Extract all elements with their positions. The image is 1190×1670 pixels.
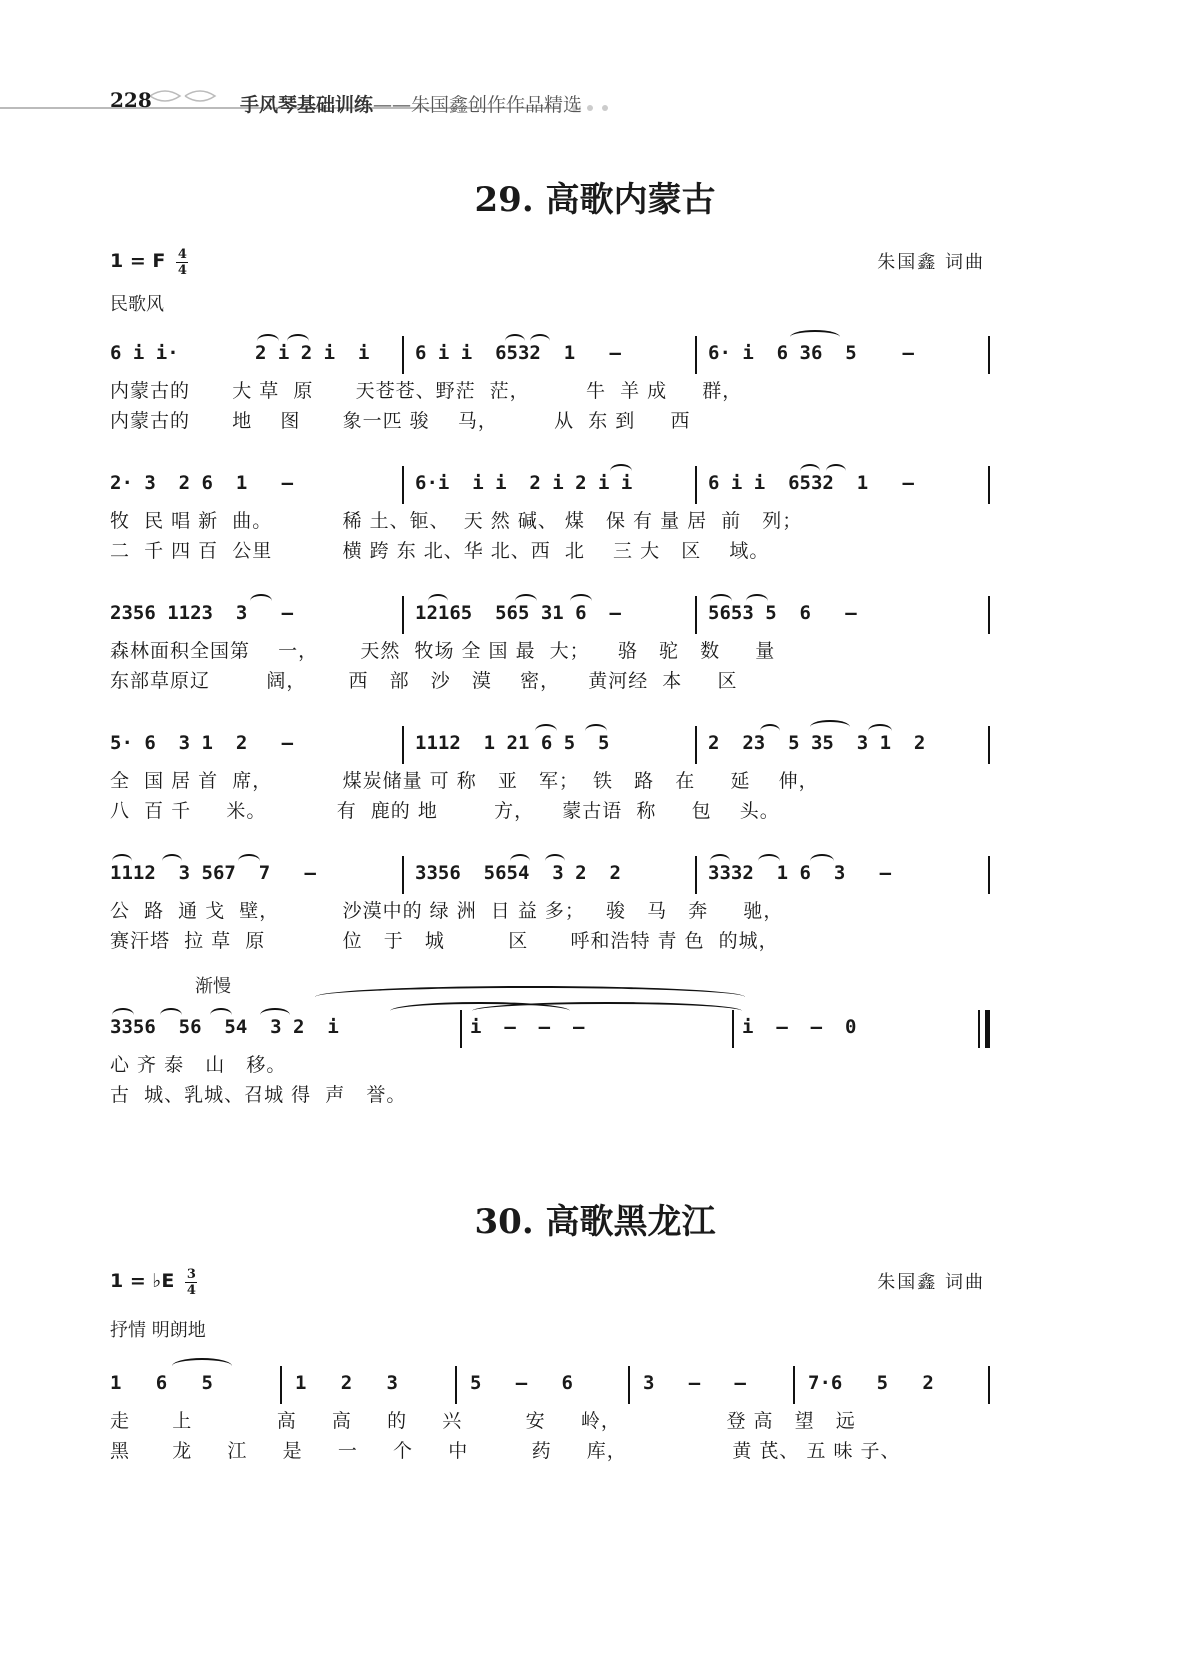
measure-notes: 2· 3 2 6 1 – (110, 472, 294, 494)
measure-notes: i – – – (470, 1016, 585, 1038)
measure-notes: 3356 56 54 3 2 i (110, 1016, 339, 1038)
time-signature (176, 248, 188, 277)
lyric-line-2: 古 城、乳城、召城 得 声 誉。 (110, 1084, 407, 1106)
lyric-line-2: 黑 龙 江 是 一 个 中 药 库， 黄 芪、 五 味 子、 (110, 1440, 901, 1462)
slur (287, 334, 309, 348)
slur (505, 334, 525, 348)
score-row (110, 732, 990, 852)
book-title (240, 90, 582, 117)
time-bottom: 4 (177, 263, 187, 278)
slur (250, 594, 272, 608)
measure-notes: 7·6 5 2 (808, 1372, 934, 1394)
measure-notes: 6 i i 6532 1 – (708, 472, 914, 494)
barline (695, 856, 697, 894)
slur (710, 854, 730, 868)
barline (695, 466, 697, 504)
measure-notes: 3356 5654 3 2 2 (415, 862, 621, 884)
time-bottom: 4 (186, 1283, 196, 1298)
tempo-marking: 抒情 明朗地 (110, 1320, 206, 1341)
barline (988, 466, 990, 504)
lyric-line-2: 八 百 千 米。 有 鹿的 地 方， 蒙古语 称 包 头。 (110, 800, 780, 822)
key-signature (110, 1268, 197, 1297)
score-row (110, 862, 990, 982)
measure-notes: 1 6 5 (110, 1372, 213, 1394)
key-label: 1 = ♭E (110, 1270, 175, 1292)
song-title: 29. 高歌内蒙古 (474, 180, 716, 220)
slur (257, 334, 279, 348)
slur (610, 464, 632, 478)
measure-notes: 5 – 6 (470, 1372, 573, 1394)
measure-notes: 2 23 5 35 3 1 2 (708, 732, 926, 754)
slur (172, 1358, 232, 1374)
slur (515, 594, 537, 608)
slur (428, 594, 448, 608)
slur (112, 854, 132, 868)
barline (988, 336, 990, 374)
barline (695, 336, 697, 374)
measure-notes: 2 i 2 i i (255, 342, 370, 364)
barline (628, 1366, 630, 1404)
lyric-line-1: 公 路 通 戈 壁， 沙漠中的 绿 洲 日 益 多； 骏 马 奔 驰， (110, 900, 784, 922)
barline (988, 726, 990, 764)
final-barline (978, 1010, 990, 1048)
tie-arc (472, 1002, 742, 1020)
lyric-line-1: 全 国 居 首 席， 煤炭储量 可 称 亚 军； 铁 路 在 延 伸， (110, 770, 819, 792)
direction-marking: 渐慢 (195, 976, 231, 997)
slur (810, 720, 850, 734)
slur (760, 724, 780, 738)
slur (790, 330, 840, 344)
score-row (110, 1016, 990, 1136)
barline (402, 336, 404, 374)
slur (826, 464, 846, 478)
slur (746, 594, 768, 608)
time-signature (185, 1268, 197, 1297)
score-row (110, 1372, 990, 1492)
lyric-line-1: 森林面积全国第 一， 天然 牧场 全 国 最 大； 骆 驼 数 量 (110, 640, 776, 662)
barline (988, 1366, 990, 1404)
barline (695, 596, 697, 634)
measure-notes: 3 – – (643, 1372, 746, 1394)
lyric-line-1: 心 齐 泰 山 移。 (110, 1054, 287, 1076)
book-subtitle: ——朱国鑫创作作品精选 (373, 94, 583, 116)
slur (710, 594, 732, 608)
book-title-main: 手风琴基础训练 (240, 94, 374, 116)
lyric-line-2: 赛汗塔 拉 草 原 位 于 城 区 呼和浩特 青 色 的城， (110, 930, 779, 952)
page-number: 228 (110, 88, 152, 112)
barline (455, 1366, 457, 1404)
time-top: 3 (186, 1267, 196, 1282)
measure-notes: 1112 1 21 6 5 5 (415, 732, 610, 754)
slur (210, 1008, 232, 1022)
measure-notes: 5653 5 6 – (708, 602, 857, 624)
lyric-line-2: 二 千 四 百 公里 横 跨 东 北、华 北、西 北 三 大 区 域。 (110, 540, 770, 562)
slur (868, 724, 892, 738)
slur (260, 1008, 290, 1022)
barline (402, 726, 404, 764)
lyric-line-2: 内蒙古的 地 图 象一匹 骏 马， 从 东 到 西 (110, 410, 691, 432)
slur (160, 1008, 182, 1022)
slur (530, 334, 550, 348)
slur (570, 594, 592, 608)
measure-notes: 6·i i i 2 i 2 i i (415, 472, 633, 494)
slur (238, 854, 260, 868)
song-title: 30. 高歌黑龙江 (474, 1202, 716, 1242)
time-top: 4 (177, 247, 187, 262)
slur (112, 1008, 134, 1022)
slur (758, 854, 780, 868)
slur (545, 854, 565, 868)
barline (402, 596, 404, 634)
measure-notes: 3332 1 6 3 – (708, 862, 892, 884)
barline (402, 466, 404, 504)
barline (793, 1366, 795, 1404)
measure-notes: 6 i i 6532 1 – (415, 342, 621, 364)
measure-notes: 5· 6 3 1 2 – (110, 732, 294, 754)
score-row (110, 602, 990, 722)
measure-notes: 6· i 6 36 5 – (708, 342, 914, 364)
key-label: 1 = F (110, 250, 166, 272)
score-row (110, 472, 990, 592)
measure-notes: 2356 1123 3 – (110, 602, 294, 624)
measure-notes: i – – 0 (742, 1016, 857, 1038)
composer-credit: 朱国鑫 词曲 (877, 252, 985, 273)
measure-notes: 1112 3 567 7 – (110, 862, 316, 884)
measure-notes: 6 i i· (110, 342, 179, 364)
lyric-line-1: 走 上 高 高 的 兴 安 岭， 登 高 望 远 (110, 1410, 856, 1432)
score-row (110, 342, 990, 462)
slur (162, 854, 182, 868)
slur (585, 724, 607, 738)
barline (695, 726, 697, 764)
slur (535, 724, 557, 738)
slur (510, 854, 530, 868)
lyric-line-1: 内蒙古的 大 草 原 天苍苍、野茫 茫， 牛 羊 成 群， (110, 380, 743, 402)
measure-notes: 1 2 3 (295, 1372, 398, 1394)
barline (280, 1366, 282, 1404)
barline (988, 596, 990, 634)
barline (402, 856, 404, 894)
barline (988, 856, 990, 894)
tempo-marking: 民歌风 (110, 294, 164, 315)
slur (800, 464, 820, 478)
lyric-line-1: 牧 民 唱 新 曲。 稀 土、钷、 天 然 碱、 煤 保 有 量 居 前 列； (110, 510, 803, 532)
measure-notes: 12165 565 31 6 – (415, 602, 621, 624)
lyric-line-2: 东部草原辽 阔， 西 部 沙 漠 密， 黄河经 本 区 (110, 670, 738, 692)
slur (810, 854, 834, 868)
key-signature (110, 248, 188, 277)
composer-credit: 朱国鑫 词曲 (877, 1272, 985, 1293)
